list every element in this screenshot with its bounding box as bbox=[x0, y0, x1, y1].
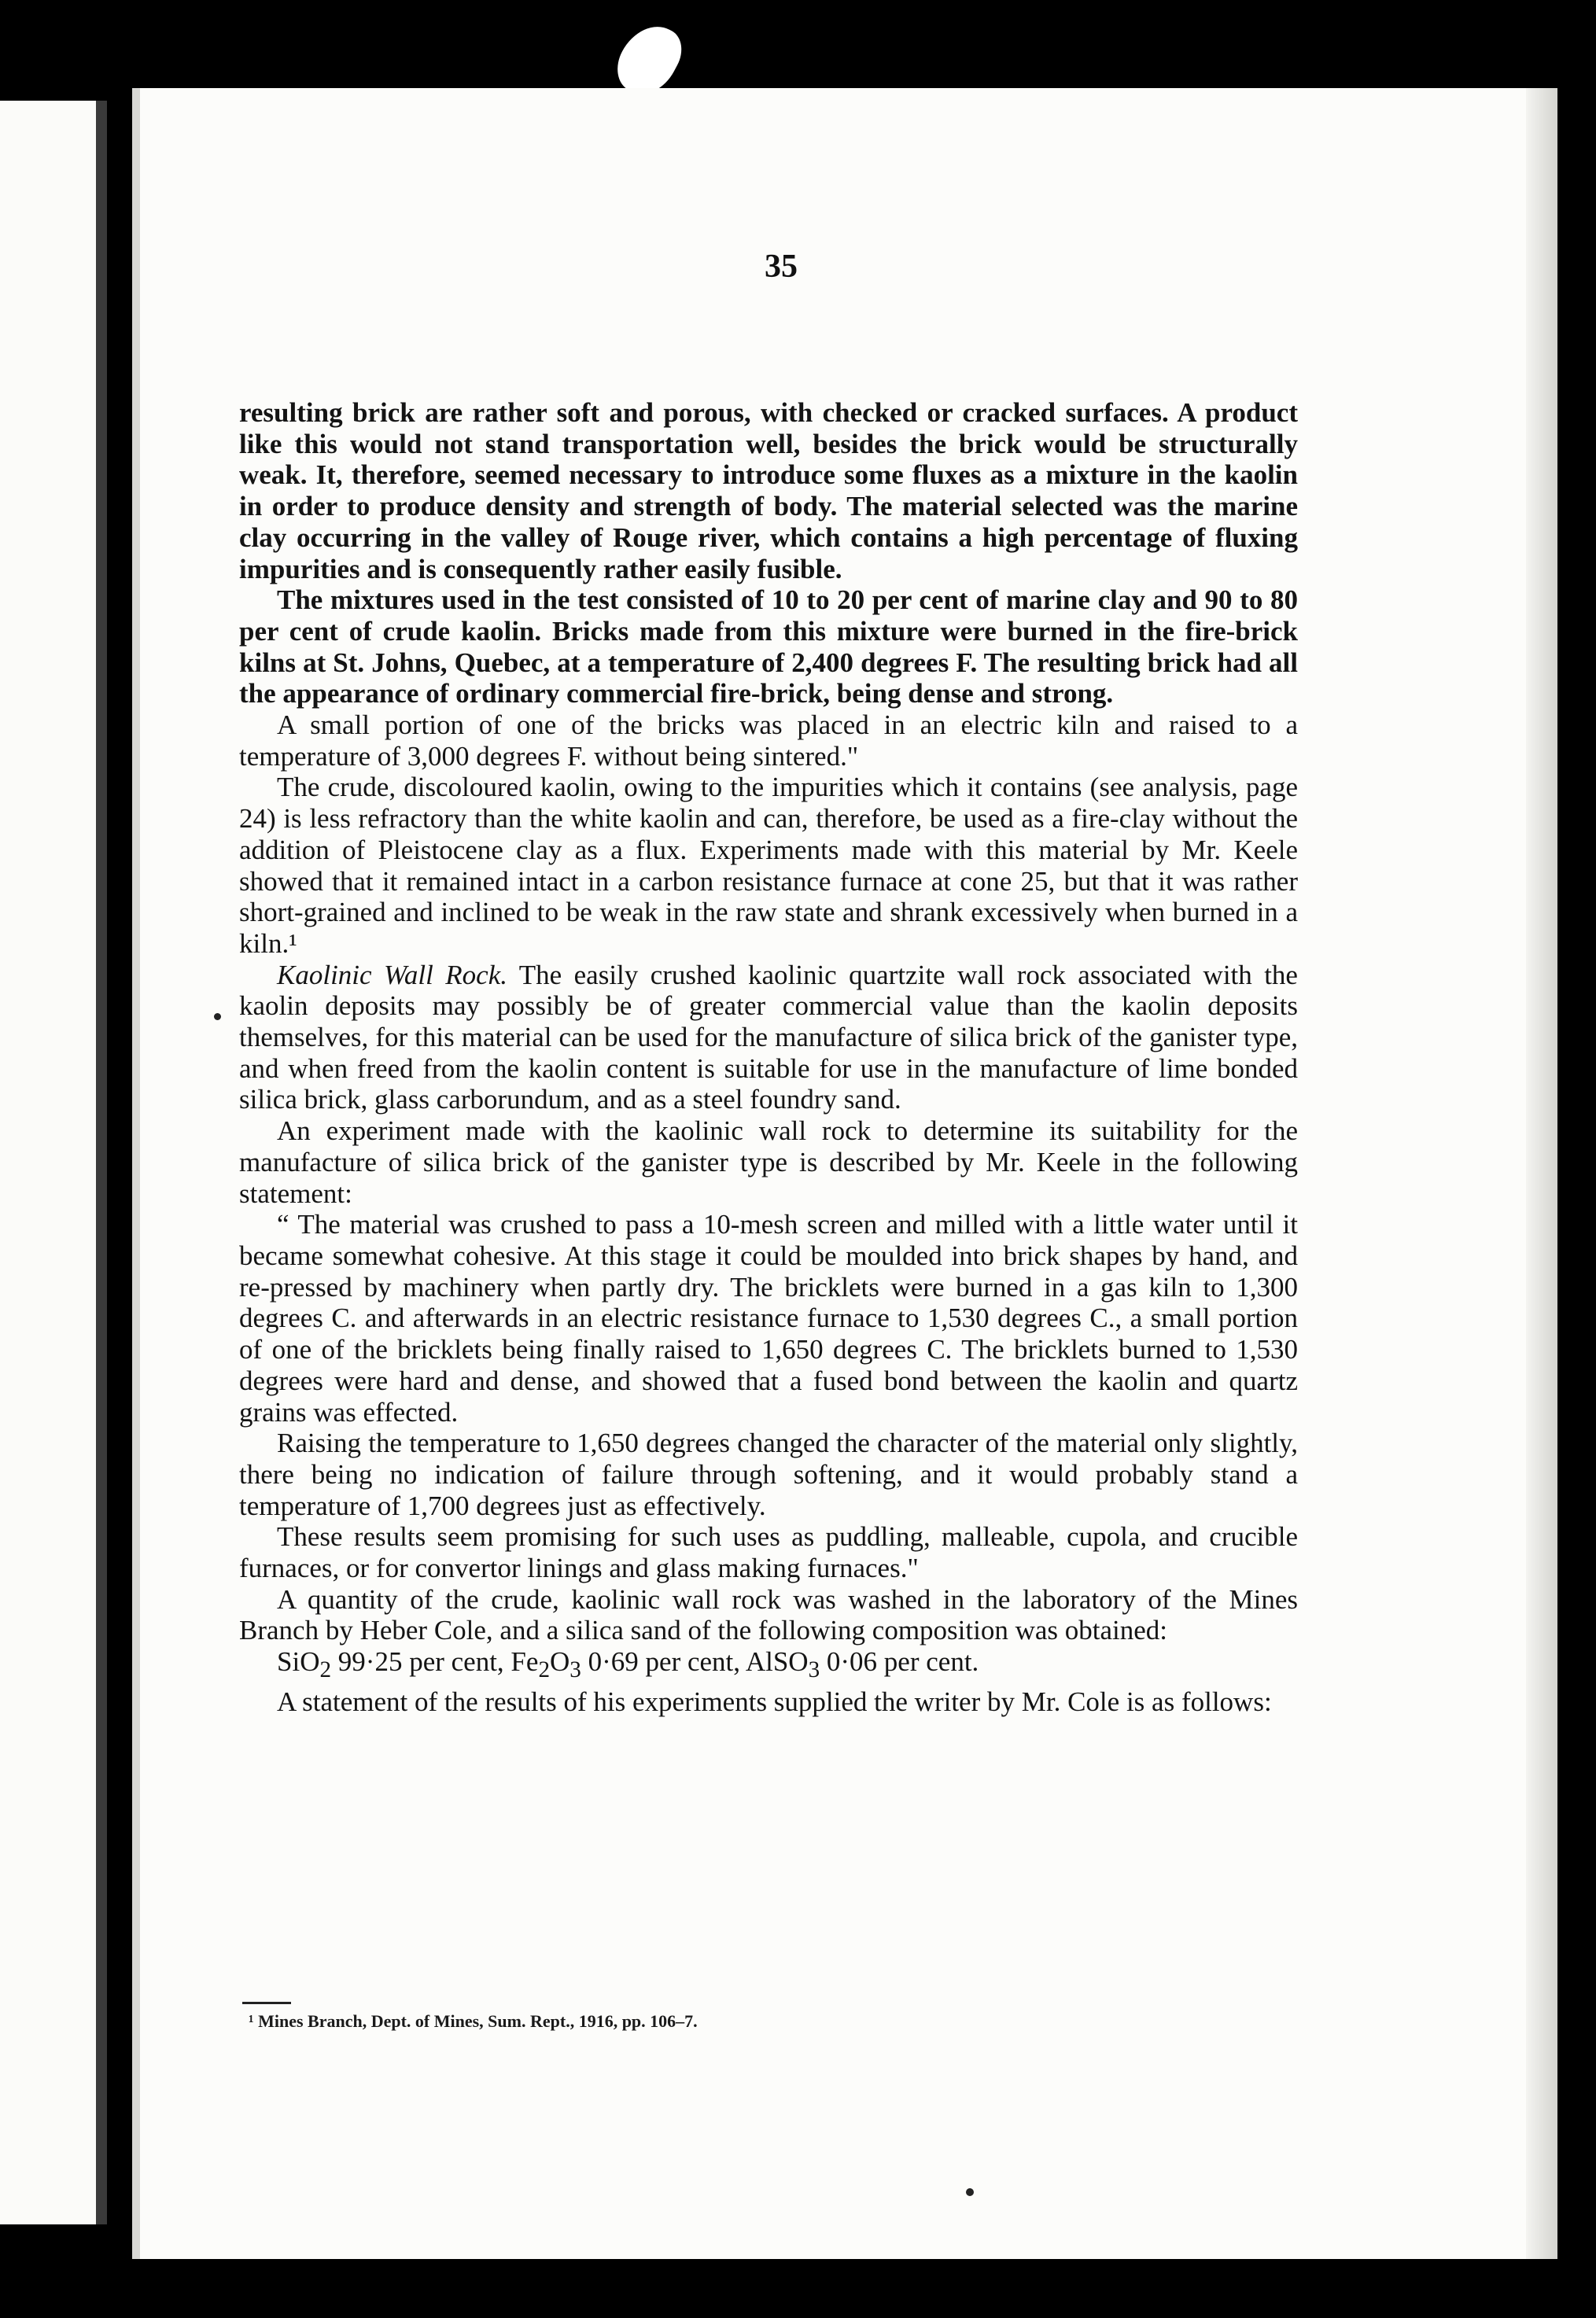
paragraph-continuation: resulting brick are rather soft and porous, with checked or cracked surfaces. A product like this would not stand transportation well, besides the brick would be structurally weak. It, therefore, seemed necessary to introduce some fluxes as a mixture in the kaolin in order to produce density and strength of body. The material selected was the marine clay occurring in the valley of Rouge river, which contains a high percentage of fluxing impurities and is consequently rather easily fusible. bbox=[239, 397, 1298, 584]
paragraph-quote-material: “ The material was crushed to pass a 10-mesh screen and milled with a little water until it became somewhat cohesive. At this stage it could be moulded into brick shapes by hand, and re-pressed by machinery when partly dry. The bricklets were burned in a gas kiln to 1,300 degrees C. and afterwards in an electric resistance furnace to 1,530 degrees C., a small portion of one of the bricklets being finally raised to 1,650 degrees C. The bricklets burned to 1,530 degrees were hard and dense, and showed that a fused bond between the kaolin and quartz grains was effected. bbox=[239, 1209, 1298, 1428]
footnote: ¹ Mines Branch, Dept. of Mines, Sum. Rept., 1916, pp. 106–7. bbox=[249, 2011, 698, 2031]
page-spine bbox=[132, 88, 140, 2259]
paragraph-quote-temperature: Raising the temperature to 1,650 degrees changed the character of the material only slightly, there being no indication of failure through softening, and it would probably stand a temperature of 1,700 degrees just as effectively. bbox=[239, 1428, 1298, 1521]
footnote-rule bbox=[242, 2002, 291, 2004]
facing-page-edge bbox=[0, 101, 107, 2224]
paragraph-electric-kiln: A small portion of one of the bricks was placed in an electric kiln and raised to a temperature of 3,000 degrees F. without being sintered." bbox=[239, 709, 1298, 772]
facing-page-gutter bbox=[96, 101, 107, 2224]
paragraph-statement: A statement of the results of his experiments supplied the writer by Mr. Cole is as follows: bbox=[277, 1686, 1272, 1717]
paragraph-wall-rock bbox=[239, 960, 1298, 1116]
page-right-edge bbox=[1526, 88, 1557, 2259]
page-speck bbox=[966, 2188, 974, 2196]
body-text bbox=[239, 397, 1298, 1718]
paragraph-washed: A quantity of the crude, kaolinic wall rock was washed in the laboratory of the Mines Branch by Heber Cole, and a silica sand of the following composition was obtained: bbox=[239, 1583, 1298, 1646]
paragraph-mixtures: The mixtures used in the test consisted of 10 to 20 per cent of marine clay and 90 to 80 per cent of crude kaolin. Bricks made from this mixture were burned in the fire-brick kilns at St. Johns, Quebec, at a temperature of 2,400 degrees F. The resulting brick had all the appearance of ordinary commercial fire-brick, being dense and strong. bbox=[239, 584, 1298, 709]
margin-mark bbox=[214, 1013, 221, 1020]
page-number: 35 bbox=[765, 249, 798, 285]
paragraph-wall-rock-text: The easily crushed kaolinic quartzite wall rock associated with the kaolin deposits may possibly be of greater commercial value than the kaolin deposits themselves, for this material can be used for the manufacture of silica brick of the ganister type, and when freed from the kaolin content is suitable for use in the manufacture of lime bonded silica brick, glass carborundum, and as a steel foundry sand. bbox=[239, 959, 1298, 1115]
paragraph-experiment: An experiment made with the kaolinic wall rock to determine its suitability for the manufacture of silica brick of the ganister type is described by Mr. Keele in the following statement: bbox=[239, 1115, 1298, 1209]
paragraph-crude-kaolin: The crude, discoloured kaolin, owing to the impurities which it contains (see analysis, page 24) is less refractory than the white kaolin and can, therefore, be used as a fire-clay without the addition of Pleistocene clay as a flux. Experiments made with this material by Mr. Keele showed that it remained intact in a carbon resistance furnace at cone 25, but that it was rather short-grained and inclined to be weak in the raw state and shrank excessively when burned in a kiln.¹ bbox=[239, 772, 1298, 959]
section-heading: Kaolinic Wall Rock. bbox=[277, 959, 507, 990]
paragraph-quote-results: These results seem promising for such uses as puddling, malleable, cupola, and crucible furnaces, or for convertor linings and glass making furnaces." bbox=[239, 1521, 1298, 1584]
composition-formula: SiO$_2$ 99·25 per cent, $Fe_2O_3$ 0·69 per cent, AlSO$_3$ 0·06 per cent. bbox=[277, 1646, 979, 1683]
